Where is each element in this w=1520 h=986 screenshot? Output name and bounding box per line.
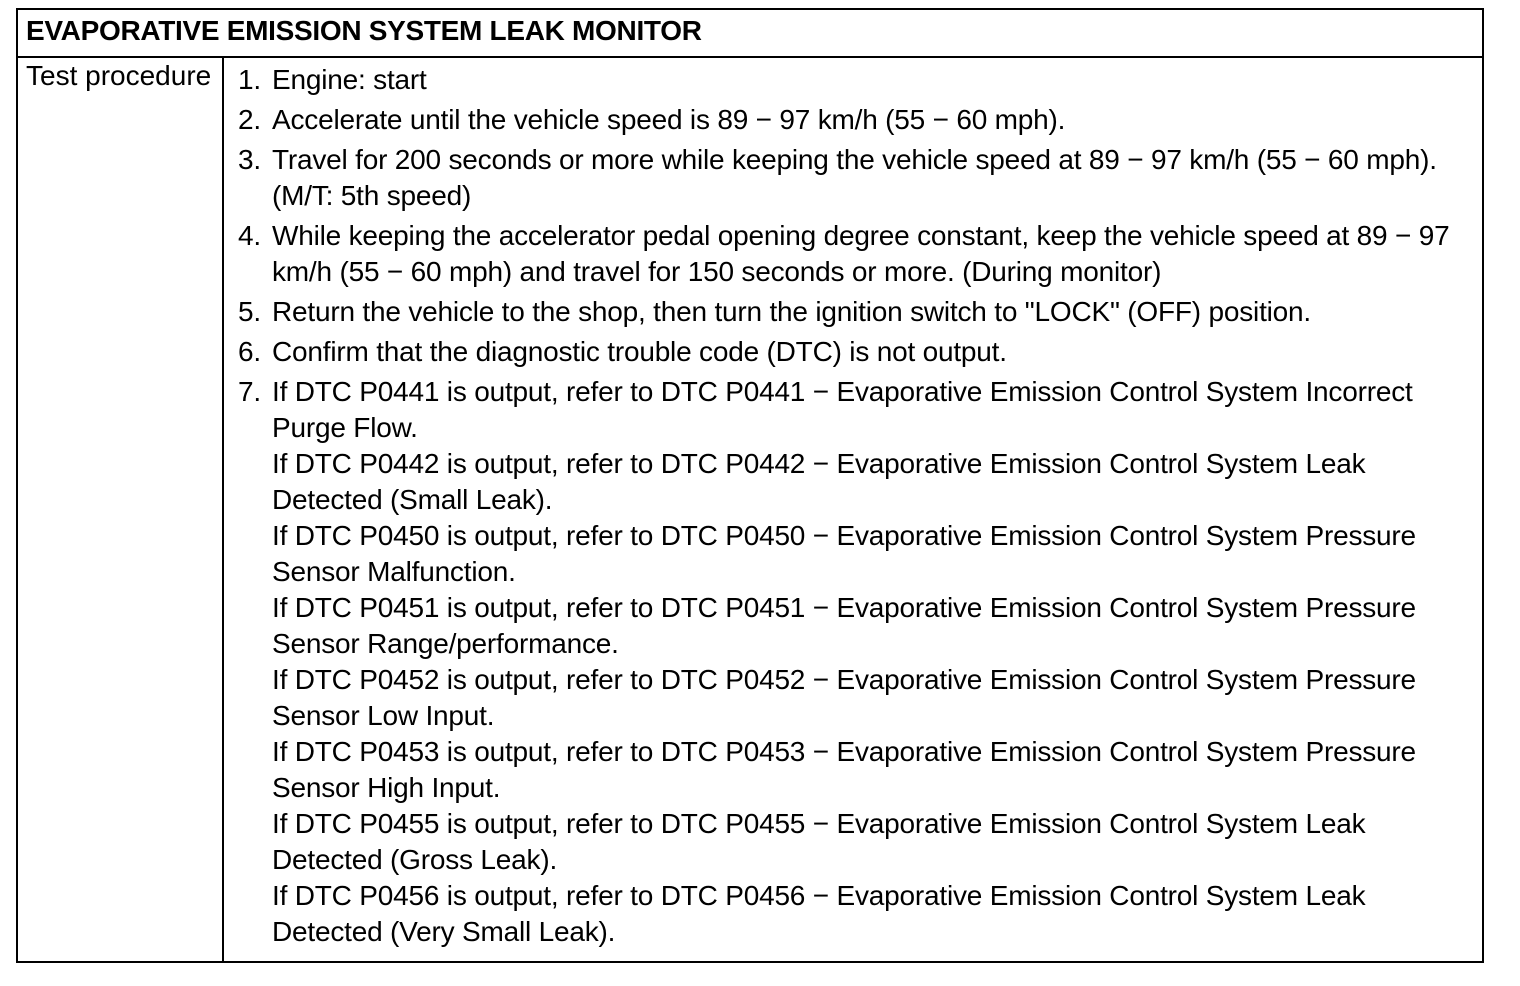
row-label: Test procedure (26, 60, 212, 91)
step-number: 3. (238, 144, 261, 175)
step-text (272, 218, 1474, 290)
step-number: 6. (238, 336, 261, 367)
procedure-step (238, 102, 1474, 138)
step-line: If DTC P0455 is output, refer to DTC P0455 − Evaporative Emission Control System Leak Detected (Gross Leak). (272, 808, 1366, 875)
procedure-step (238, 62, 1474, 98)
step-line: If DTC P0441 is output, refer to DTC P0441 − Evaporative Emission Control System Incorrect Purge Flow. (272, 376, 1413, 443)
step-line: Confirm that the diagnostic trouble code (DTC) is not output. (272, 336, 1007, 367)
step-text (272, 62, 1474, 98)
procedure-step (238, 142, 1474, 214)
table-title: EVAPORATIVE EMISSION SYSTEM LEAK MONITOR (26, 15, 702, 46)
step-number: 5. (238, 296, 261, 327)
step-number: 1. (238, 64, 261, 95)
procedure-steps-list (238, 62, 1474, 954)
procedure-step (238, 218, 1474, 290)
step-line: Return the vehicle to the shop, then turn the ignition switch to "LOCK" (OFF) position. (272, 296, 1311, 327)
procedure-table (16, 8, 1484, 963)
step-line: While keeping the accelerator pedal opening degree constant, keep the vehicle speed at 89 − 97 km/h (55 − 60 mph) and travel for 150 seconds or more. (During monitor) (272, 220, 1450, 287)
step-text (272, 334, 1474, 370)
step-text (272, 294, 1474, 330)
step-line: Travel for 200 seconds or more while keeping the vehicle speed at 89 − 97 km/h (55 − 60 mph). (M/T: 5th speed) (272, 144, 1437, 211)
step-line: If DTC P0453 is output, refer to DTC P0453 − Evaporative Emission Control System Pressure Sensor High Input. (272, 736, 1416, 803)
procedure-step (238, 294, 1474, 330)
row-label-cell (18, 58, 224, 961)
table-header-row (18, 10, 1482, 58)
step-number: 7. (238, 376, 261, 407)
procedure-step (238, 334, 1474, 370)
step-line: If DTC P0442 is output, refer to DTC P0442 − Evaporative Emission Control System Leak Detected (Small Leak). (272, 448, 1366, 515)
step-number: 4. (238, 220, 261, 251)
step-number: 2. (238, 104, 261, 135)
step-line: Engine: start (272, 64, 427, 95)
step-line: If DTC P0452 is output, refer to DTC P0452 − Evaporative Emission Control System Pressure Sensor Low Input. (272, 664, 1416, 731)
step-text (272, 102, 1474, 138)
step-text (272, 374, 1474, 950)
test-procedure-row (18, 58, 1482, 961)
step-line: If DTC P0456 is output, refer to DTC P0456 − Evaporative Emission Control System Leak Detected (Very Small Leak). (272, 880, 1366, 947)
procedure-step (238, 374, 1474, 950)
step-text (272, 142, 1474, 214)
procedure-content-cell (224, 58, 1482, 961)
step-line: If DTC P0450 is output, refer to DTC P0450 − Evaporative Emission Control System Pressure Sensor Malfunction. (272, 520, 1416, 587)
step-line: If DTC P0451 is output, refer to DTC P0451 − Evaporative Emission Control System Pressure Sensor Range/performance. (272, 592, 1416, 659)
step-line: Accelerate until the vehicle speed is 89 − 97 km/h (55 − 60 mph). (272, 104, 1066, 135)
